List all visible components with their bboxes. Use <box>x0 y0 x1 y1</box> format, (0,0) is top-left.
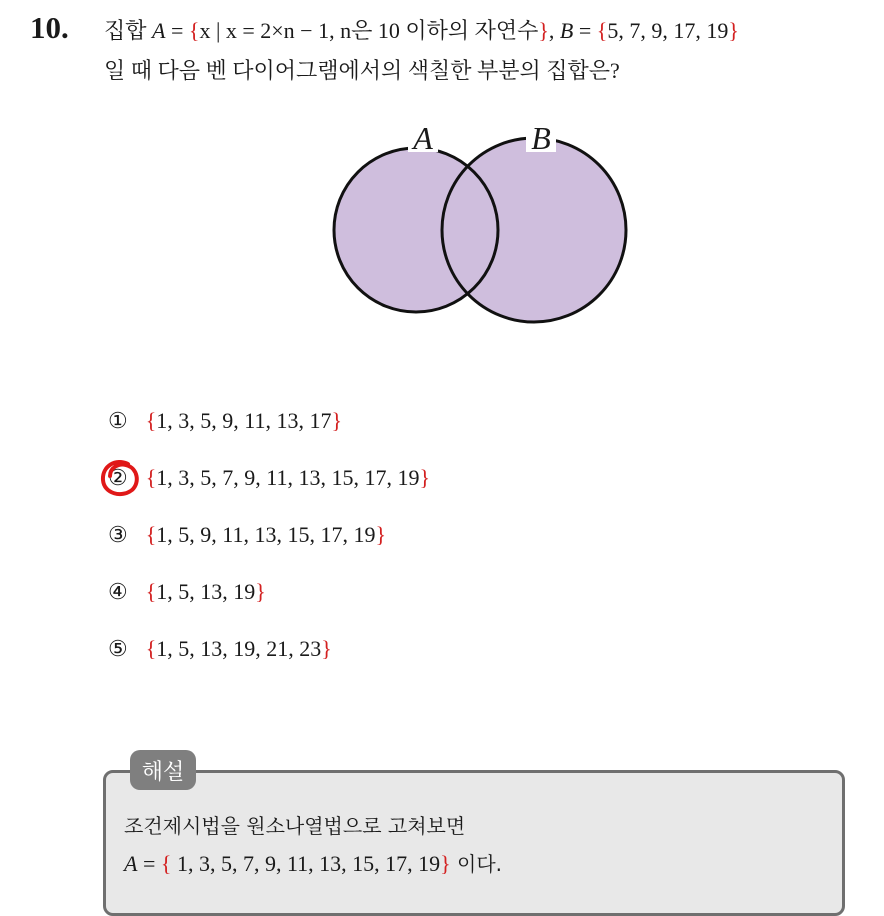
explanation-elements: 1, 3, 5, 7, 9, 11, 13, 15, 17, 19 <box>176 851 441 876</box>
choice-1[interactable] <box>108 408 342 434</box>
choice-open-brace: { <box>145 465 157 490</box>
choice-elements: 1, 3, 5, 9, 11, 13, 17 <box>156 408 332 433</box>
choice-set-2 <box>146 465 430 491</box>
set-b-elements: 5, 7, 9, 17, 19 <box>607 18 729 43</box>
set-b-close-brace: } <box>728 18 739 43</box>
explanation-eq: = <box>137 851 161 876</box>
explanation-set-name: A <box>124 851 138 876</box>
set-b-eq: = <box>573 18 597 43</box>
choice-open-brace: { <box>145 408 157 433</box>
set-separator: , <box>548 18 560 43</box>
set-a-close-brace: } <box>538 18 549 43</box>
choice-elements: 1, 5, 13, 19 <box>156 579 256 604</box>
choice-elements: 1, 5, 9, 11, 13, 15, 17, 19 <box>156 522 376 547</box>
set-b-open-brace: { <box>596 18 608 43</box>
set-a-name: A <box>152 18 166 43</box>
choice-set-3 <box>146 522 386 548</box>
choice-set-1 <box>146 408 342 434</box>
question-number: 10. <box>30 10 69 45</box>
set-b-name: B <box>559 18 574 43</box>
choice-elements: 1, 3, 5, 7, 9, 11, 13, 15, 17, 19 <box>156 465 420 490</box>
explanation-line-2 <box>124 848 502 877</box>
choice-number-3: ③ <box>108 522 128 547</box>
venn-diagram <box>320 118 640 328</box>
set-a-open-brace: { <box>188 18 200 43</box>
choice-close-brace: } <box>419 465 431 490</box>
red-circle-mark-icon <box>98 458 144 500</box>
question-prefix: 집합 <box>104 18 153 43</box>
choice-close-brace: } <box>255 579 266 604</box>
choice-number-1: ① <box>108 408 128 433</box>
choice-number-4: ④ <box>108 579 128 604</box>
choice-open-brace: { <box>145 636 157 661</box>
choice-5[interactable] <box>108 636 332 662</box>
choice-elements: 1, 5, 13, 19, 21, 23 <box>156 636 322 661</box>
choice-number-2: ② <box>108 465 128 490</box>
set-a-eq: = <box>165 18 189 43</box>
explanation-close-brace: } <box>440 851 451 876</box>
choice-open-brace: { <box>145 579 157 604</box>
explanation-tag: 해설 <box>130 750 196 790</box>
question-line-1 <box>104 14 739 45</box>
choice-2[interactable] <box>108 465 430 491</box>
choice-4[interactable] <box>108 579 266 605</box>
explanation-open-brace: { <box>160 851 177 876</box>
venn-label-b: B <box>531 120 551 156</box>
choice-set-4 <box>146 579 266 605</box>
choice-close-brace: } <box>331 408 343 433</box>
explanation-line-1: 조건제시법을 원소나열법으로 고쳐보면 <box>124 814 466 838</box>
venn-label-a: A <box>413 120 433 156</box>
question-line-2: 일 때 다음 벤 다이어그램에서의 색칠한 부분의 집합은? <box>104 58 620 83</box>
explanation-suffix: 이다. <box>450 852 503 876</box>
choice-close-brace: } <box>375 522 387 547</box>
choice-number-5: ⑤ <box>108 636 128 661</box>
explanation-box <box>103 770 845 916</box>
choice-set-5 <box>146 636 332 662</box>
choice-3[interactable] <box>108 522 386 548</box>
choice-open-brace: { <box>145 522 157 547</box>
set-a-definition: x | x = 2×n − 1, n은 10 이하의 자연수 <box>199 18 539 43</box>
choice-close-brace: } <box>321 636 332 661</box>
